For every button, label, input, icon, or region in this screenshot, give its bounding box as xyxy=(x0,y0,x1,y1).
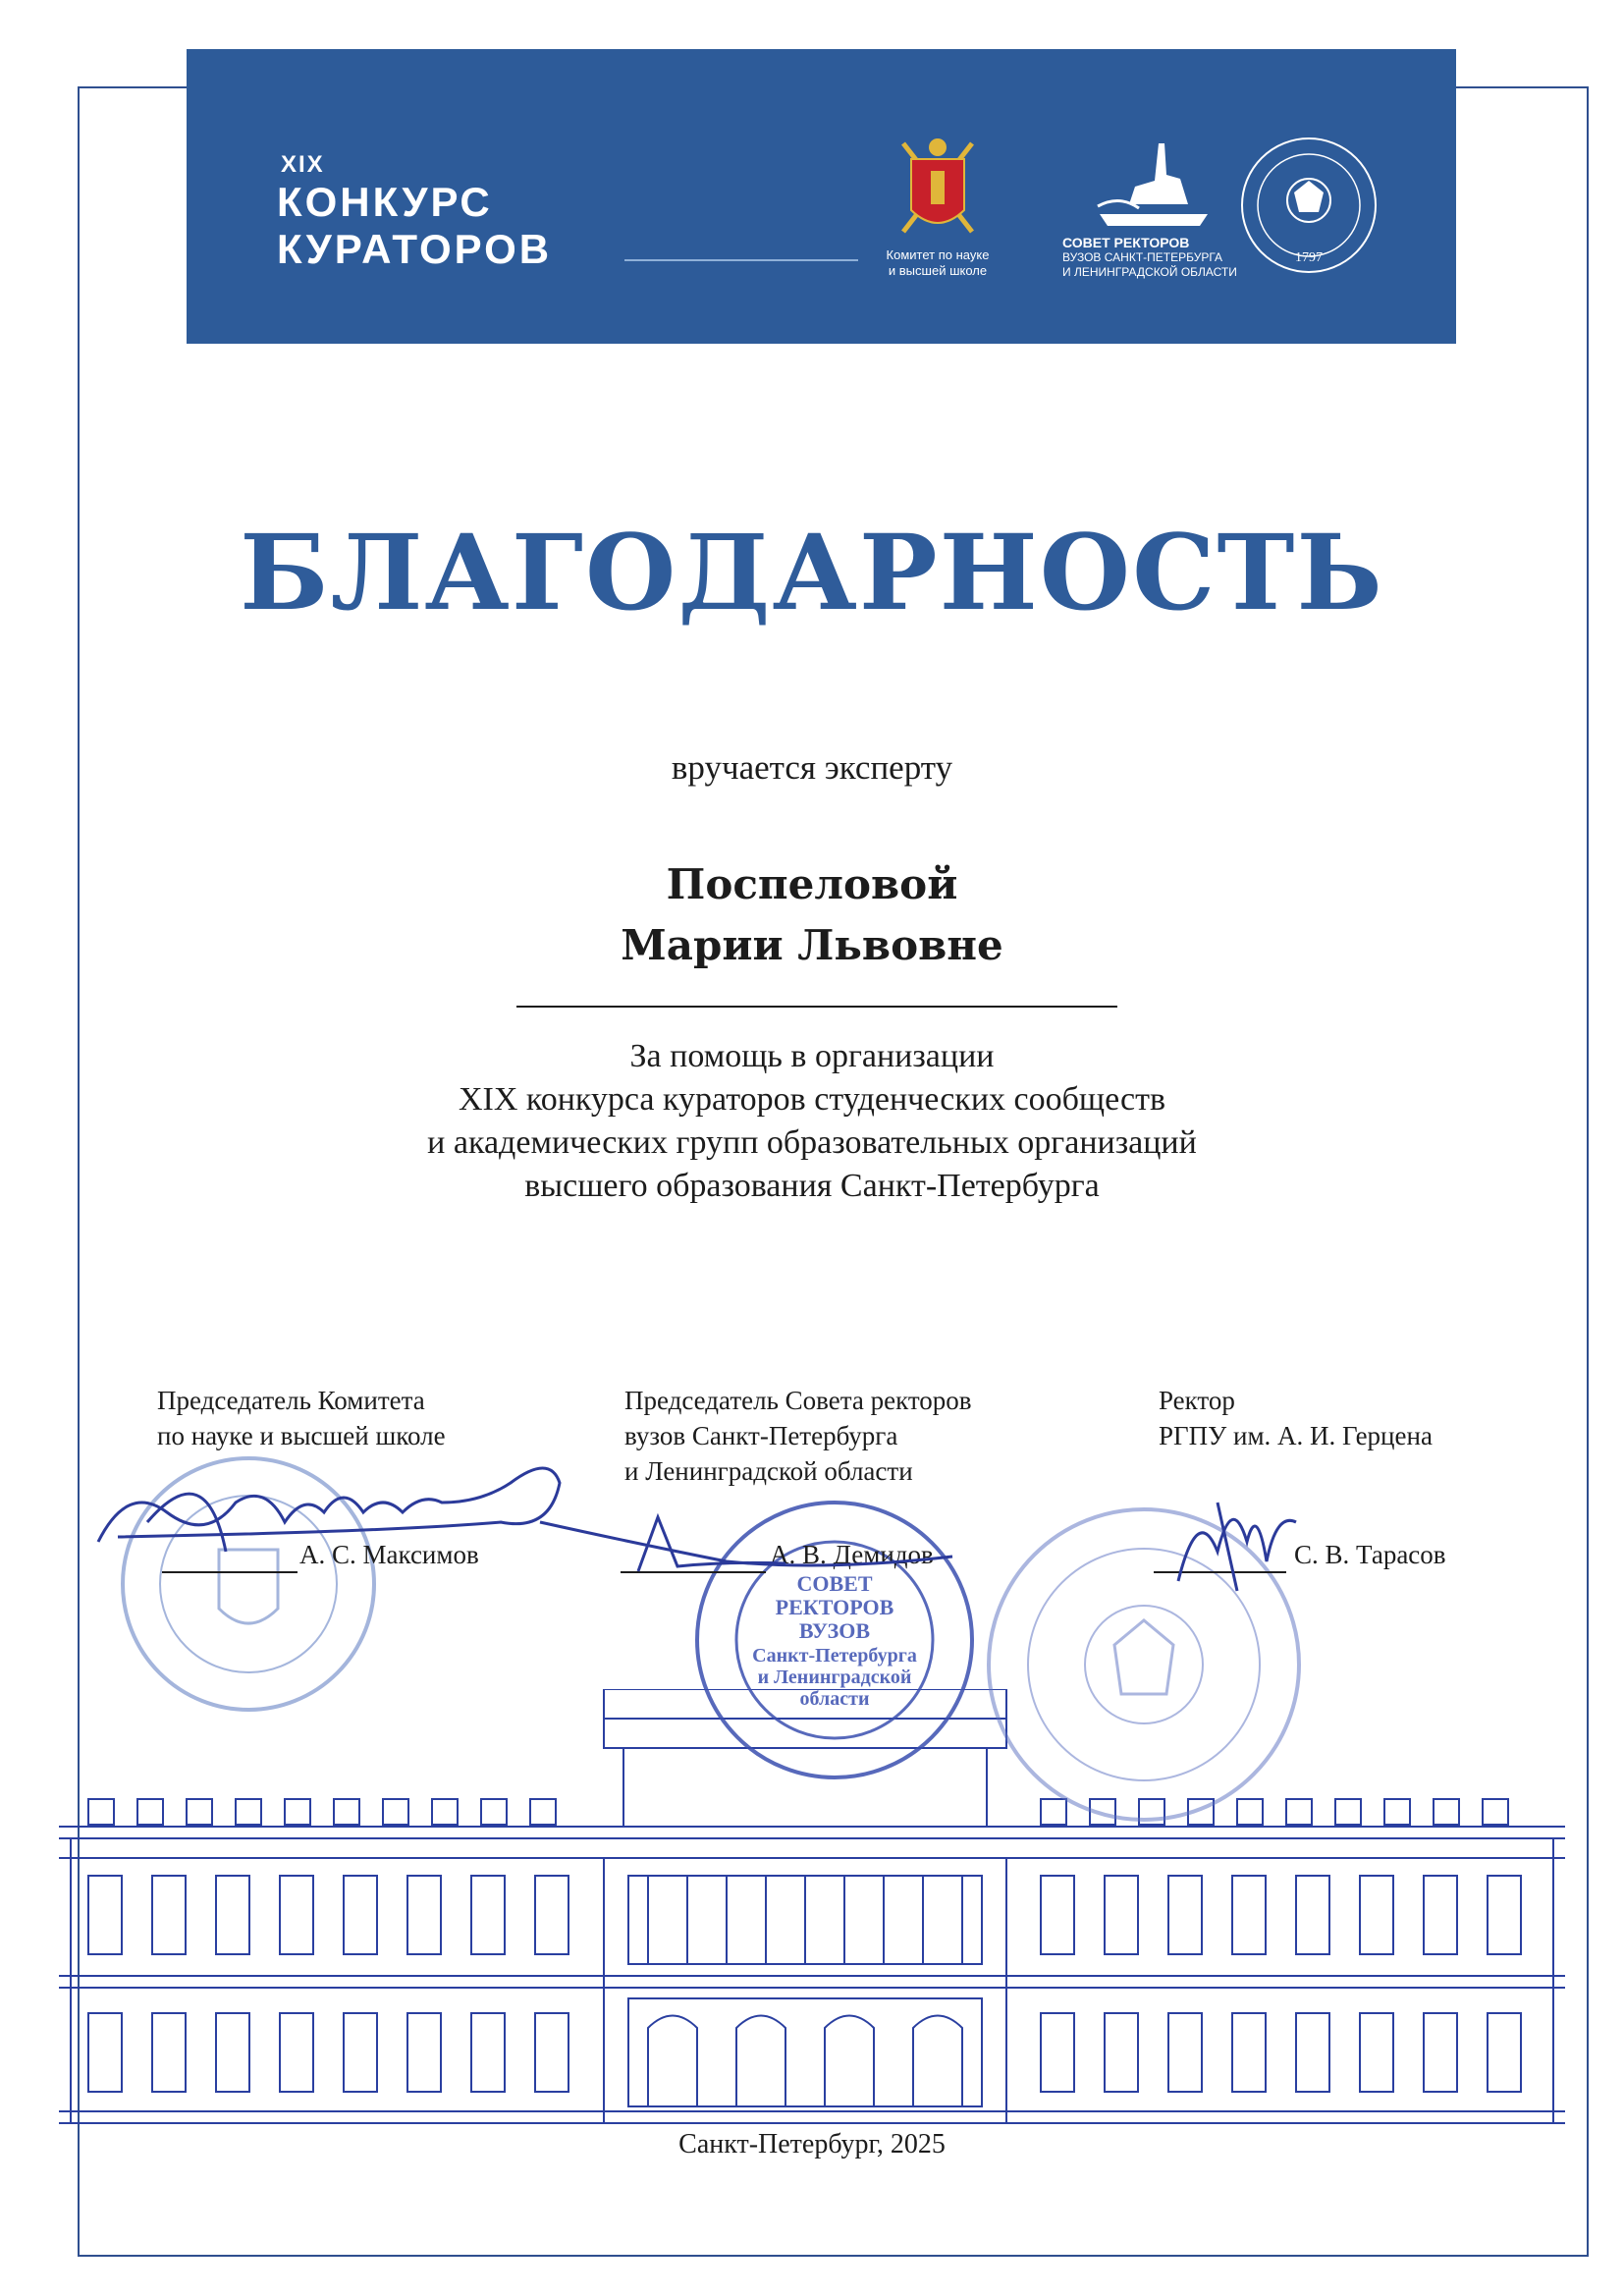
signatory-3-position: Ректор РГПУ им. А. И. Герцена xyxy=(1159,1386,1433,1450)
contest-line-2: КУРАТОРОВ xyxy=(277,226,553,272)
certificate-title: БЛАГОДАРНОСТЬ xyxy=(240,511,1384,633)
footer-place-year: Санкт-Петербург, 2025 xyxy=(678,2129,946,2159)
sphinx-icon xyxy=(1090,136,1218,234)
recipient-underline xyxy=(516,1006,1117,1008)
signatory-2-name: А. В. Демидов xyxy=(770,1540,934,1569)
award-reason xyxy=(0,1035,1624,1208)
reason-line: и академических групп образовательных организаций xyxy=(427,1124,1197,1161)
reason-line: За помощь в организации xyxy=(629,1038,995,1074)
recipient-surname: Поспеловой xyxy=(666,860,958,908)
signature-1-icon xyxy=(88,1444,579,1581)
herzen-university-seal-icon xyxy=(1235,132,1382,279)
recipient-given-names: Марии Львовне xyxy=(621,921,1003,969)
header-banner xyxy=(187,49,1456,344)
stamp-line: и Ленинградской xyxy=(757,1667,912,1688)
stamp-line: СОВЕТ xyxy=(796,1571,873,1596)
signatory-2-position: Председатель Совета ректоров вузов Санкт-Петербурга и Ленинградской области xyxy=(624,1386,972,1486)
herzen-year: 1797 xyxy=(1295,250,1323,265)
signatory-1-position: Председатель Комитета по науке и высшей школе xyxy=(157,1386,446,1450)
stamp-line: ВУЗОВ xyxy=(798,1618,871,1643)
reason-line: XIX конкурса кураторов студенческих сообществ xyxy=(458,1081,1166,1118)
stamp-line: РЕКТОРОВ xyxy=(775,1595,894,1619)
council-caption: СОВЕТ РЕКТОРОВ ВУЗОВ САНКТ-ПЕТЕРБУРГА И ЛЕНИНГРАДСКОЙ ОБЛАСТИ xyxy=(1062,235,1237,279)
signature-3-icon xyxy=(1159,1483,1316,1601)
recipient-name xyxy=(0,854,1624,976)
reason-line: высшего образования Санкт-Петербурга xyxy=(524,1168,1100,1204)
stamp-line: области xyxy=(799,1688,870,1710)
banner-divider xyxy=(624,259,858,261)
stamp-line: Санкт-Петербурга xyxy=(752,1645,917,1667)
contest-line-1: КОНКУРС xyxy=(277,179,493,225)
signatory-3-name: С. В. Тарасов xyxy=(1294,1540,1446,1569)
committee-caption: Комитет по науке и высшей школе xyxy=(886,247,990,278)
signature-2-icon xyxy=(530,1503,962,1591)
contest-logo xyxy=(277,151,552,273)
signatory-1-name: А. С. Максимов xyxy=(299,1540,479,1569)
certificate-subtitle: вручается эксперту xyxy=(671,748,953,787)
committee-coat-of-arms-icon xyxy=(893,134,982,242)
contest-number: XIX xyxy=(281,151,325,178)
